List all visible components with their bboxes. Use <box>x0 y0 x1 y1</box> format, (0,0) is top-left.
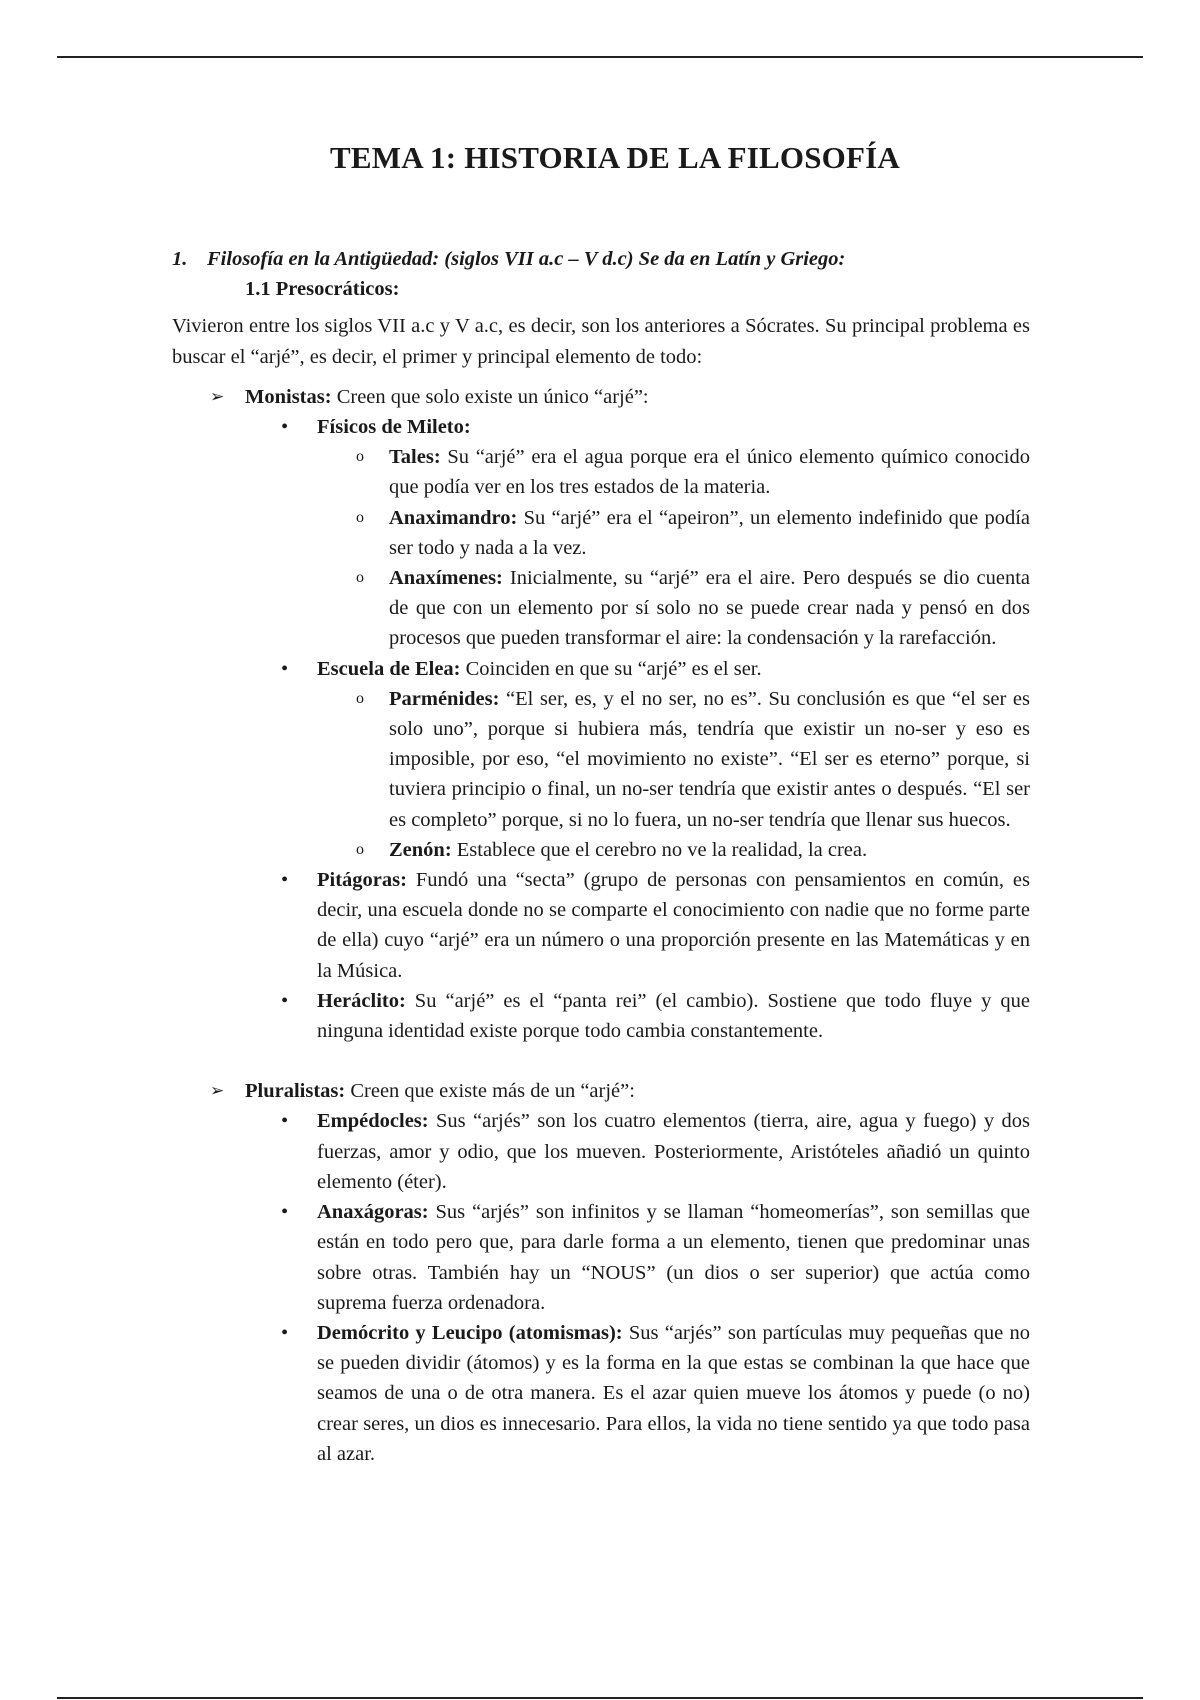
arrow-bullet-icon: ➢ <box>210 386 225 406</box>
item-text: Creen que existe más de un “arjé”: <box>345 1080 635 1103</box>
empedocles-item <box>281 1106 1030 1197</box>
tales-item <box>356 442 1030 502</box>
item-text: Sus “arjés” son infinitos y se llaman “homeomerías”, son semillas que están en todo pero que, para darle forma a un elemento, tienen que predominar unas sobre otras. También hay un “NOUS” (un dios o ser superior) que actúa como suprema fuerza ordenadora. <box>317 1201 1030 1314</box>
item-text: Inicialmente, su “arjé” era el aire. Pero después se dio cuenta de que con un elemento por sí solo no se puede crear nada y pensó en dos procesos que pueden transformar el aire: la condensación y la rarefacción. <box>389 567 1030 650</box>
bullet-icon: • <box>281 657 289 680</box>
item-term: Zenón: <box>389 838 452 861</box>
parmenides-item <box>356 684 1030 835</box>
item-text: Fundó una “secta” (grupo de personas con pensamientos en común, es decir, una escuela donde no se comparte el conocimiento con nadie que no forme parte de ella) cuyo “arjé” era un número o una proporción presente en las Matemáticas y en la Música. <box>317 869 1030 982</box>
spacer <box>172 1046 1030 1076</box>
pluralistas-item <box>172 1076 1030 1106</box>
item-text: “El ser, es, y el no ser, no es”. Su conclusión es que “el ser es solo uno”, porque si hubiera más, tendría que existir un no-ser y eso es imposible, por eso, “el movimiento no existe”. “El ser es eterno” porque, si tuviera principio o final, un no-ser tendría que existir antes o después. “El ser es completo” porque, si no lo fuera, un no-ser tendría que llenar sus huecos. <box>389 687 1030 831</box>
item-term: Anaxágoras: <box>317 1201 429 1224</box>
elea-item <box>281 654 1030 684</box>
item-text: Su “arjé” es el “panta rei” (el cambio). Sostiene que todo fluye y que ninguna identidad existe porque todo cambia constantemente. <box>317 989 1030 1043</box>
circle-bullet-icon: o <box>356 508 364 526</box>
anaximenes-item <box>356 563 1030 654</box>
item-term: Anaxímenes: <box>389 567 503 590</box>
item-term: Anaximandro: <box>389 506 518 529</box>
item-term: Heráclito: <box>317 989 406 1012</box>
subsection-heading: 1.1 Presocráticos: <box>245 278 400 301</box>
top-rule <box>57 56 1143 58</box>
item-term: Empédocles: <box>317 1110 429 1133</box>
item-text: Sus “arjés” son partículas muy pequeñas que no se pueden dividir (átomos) y es la forma en la que estas se combinan la que hace que seamos de una o de otra manera. Es el azar quien mueve los átomos y puede (o no) crear seres, un dios es innecesario. Para ellos, la vida no tiene sentido ya que todo pasa al azar. <box>317 1321 1030 1465</box>
item-text: Coinciden en que su “arjé” es el ser. <box>460 657 762 680</box>
bullet-icon: • <box>281 869 289 892</box>
democrito-item <box>281 1318 1030 1469</box>
section-number: 1. <box>172 248 188 270</box>
item-text: Su “arjé” era el “apeiron”, un elemento indefinido que podía ser todo y nada a la vez. <box>389 506 1030 559</box>
item-text: Su “arjé” era el agua porque era el único elemento químico conocido que podía ver en los tres estados de la materia. <box>389 446 1030 499</box>
anaxagoras-item <box>281 1197 1030 1318</box>
bullet-icon: • <box>281 1110 289 1133</box>
item-term: Demócrito y Leucipo (atomismas): <box>317 1321 623 1344</box>
item-term: Físicos de Mileto: <box>317 416 471 439</box>
circle-bullet-icon: o <box>356 840 364 858</box>
page-title: TEMA 1: HISTORIA DE LA FILOSOFÍA <box>330 140 900 175</box>
arrow-bullet-icon: ➢ <box>210 1081 225 1101</box>
item-term: Pluralistas: <box>245 1080 346 1103</box>
bullet-icon: • <box>281 989 289 1012</box>
monistas-item <box>172 382 1030 412</box>
item-term: Parménides: <box>389 687 500 710</box>
item-text: Sus “arjés” son los cuatro elementos (tierra, aire, agua y fuego) y dos fuerzas, amor y odio, que los mueven. Posteriormente, Aristóteles añadió un quinto elemento (éter). <box>317 1110 1030 1193</box>
pitagoras-item <box>281 865 1030 986</box>
miletus-item <box>281 412 1030 442</box>
zenon-item <box>356 835 1030 865</box>
bullet-icon: • <box>281 1201 289 1224</box>
circle-bullet-icon: o <box>356 569 364 587</box>
bullet-icon: • <box>281 416 289 439</box>
bottom-rule <box>57 1697 1143 1699</box>
bullet-icon: • <box>281 1321 289 1344</box>
heraclito-item <box>281 986 1030 1046</box>
section-heading-text: Filosofía en la Antigüedad: (siglos VII a.c – V d.c) Se da en Latín y Griego: <box>207 248 846 270</box>
intro-paragraph: Vivieron entre los siglos VII a.c y V a.c, es decir, son los anteriores a Sócrates. Su principal problema es buscar el “arjé”, es decir, el primer y principal elemento de todo: <box>172 315 1030 368</box>
anaximandro-item <box>356 503 1030 563</box>
item-term: Tales: <box>389 446 441 469</box>
section-heading <box>172 244 1030 274</box>
item-term: Monistas: <box>245 385 332 408</box>
item-term: Escuela de Elea: <box>317 657 461 680</box>
circle-bullet-icon: o <box>356 689 364 707</box>
item-term: Pitágoras: <box>317 869 407 892</box>
circle-bullet-icon: o <box>356 448 364 466</box>
item-text: Establece que el cerebro no ve la realidad, la crea. <box>451 838 868 861</box>
document-body <box>172 244 1030 1469</box>
item-text: Creen que solo existe un único “arjé”: <box>331 385 649 408</box>
